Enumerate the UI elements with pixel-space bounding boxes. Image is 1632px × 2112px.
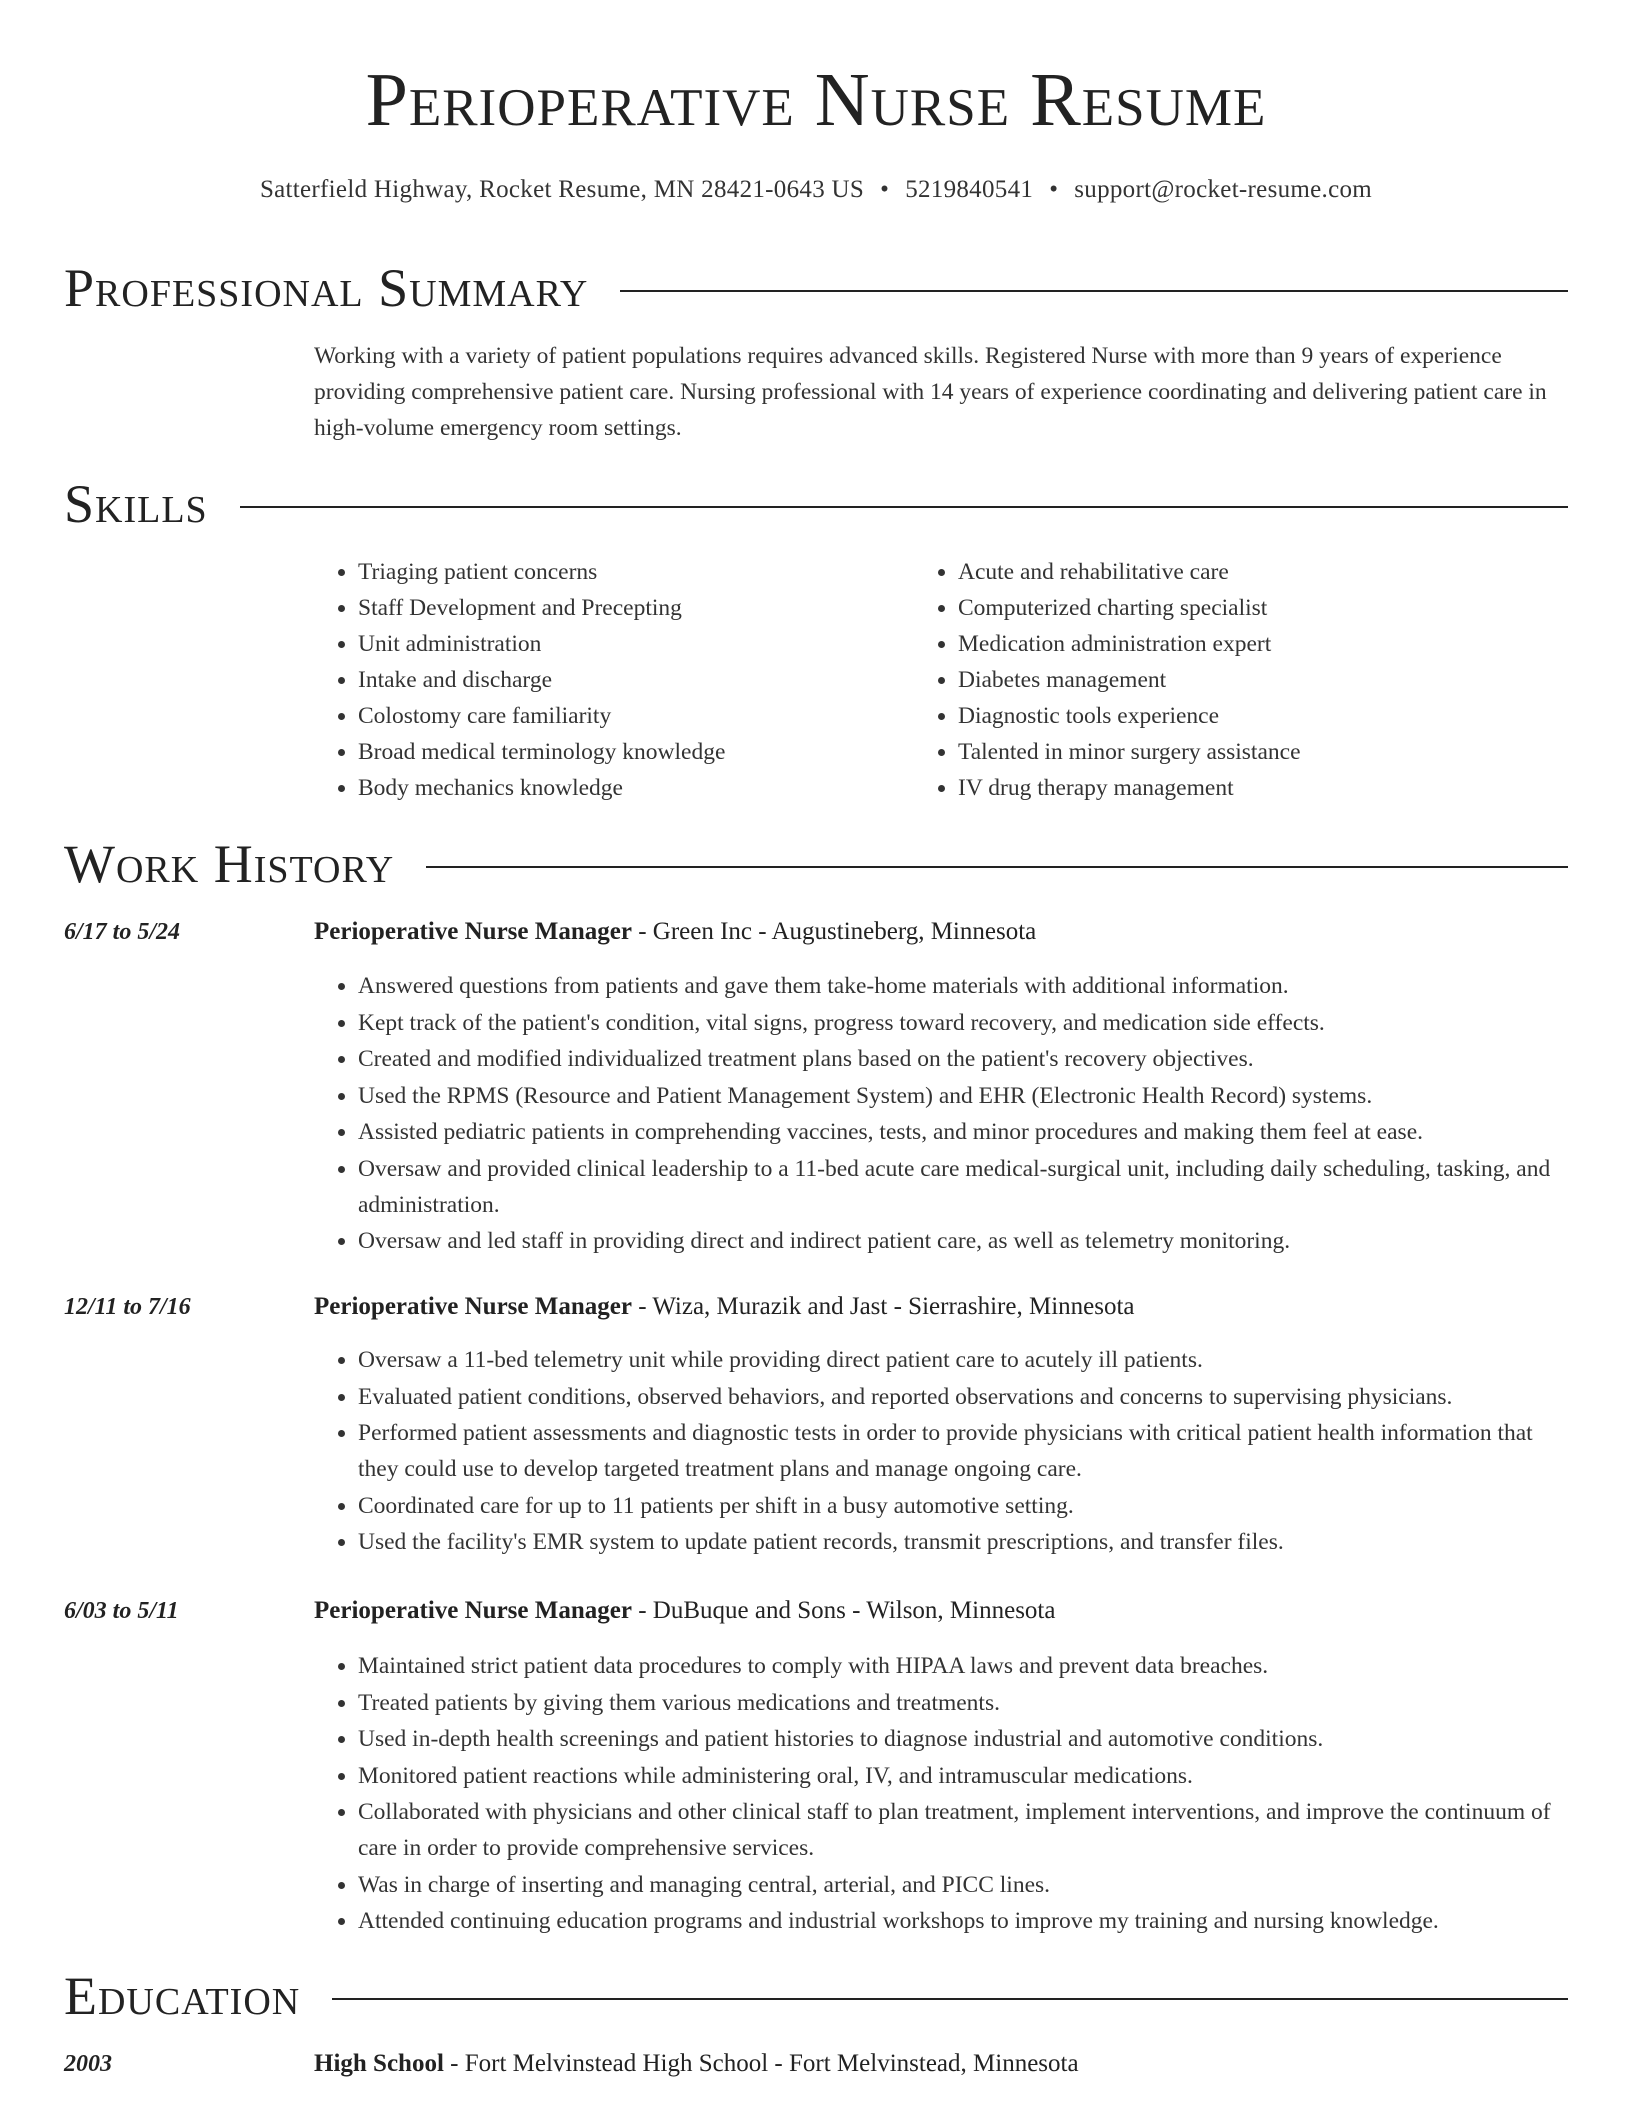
job-header [314, 1593, 1568, 1629]
skill-item: • Staff Development and Precepting [358, 590, 888, 626]
job-bullet: • Treated patients by giving them various medications and treatments. [358, 1685, 1568, 1721]
section-title: Education [64, 1966, 301, 2026]
job-bullet: • Coordinated care for up to 11 patients per shift in a busy automotive setting. [358, 1488, 1568, 1524]
skill-item: • Broad medical terminology knowledge [358, 734, 888, 770]
job-bullet: • Used the facility's EMR system to update patient records, transmit prescriptions, and transfer files. [358, 1524, 1568, 1560]
job-header [314, 914, 1568, 950]
contact-email[interactable]: support@rocket-resume.com [1074, 176, 1373, 203]
job-bullet: • Created and modified individualized treatment plans based on the patient's recovery objectives. [358, 1041, 1568, 1077]
skills-list [314, 554, 1568, 806]
skill-item: • Triaging patient concerns [358, 554, 888, 590]
job-title: Perioperative Nurse Manager [314, 1293, 632, 1320]
job-bullet: • Used in-depth health screenings and patient histories to diagnose industrial and automotive conditions. [358, 1721, 1568, 1757]
job-bullet: • Kept track of the patient's condition, vital signs, progress toward recovery, and medication side effects. [358, 1005, 1568, 1041]
job-bullet: • Oversaw a 11-bed telemetry unit while providing direct patient care to acutely ill patients. [358, 1342, 1568, 1378]
job-bullet: • Used the RPMS (Resource and Patient Management System) and EHR (Electronic Health Record) systems. [358, 1078, 1568, 1114]
job-header [314, 1289, 1568, 1325]
page-title: Perioperative Nurse Resume [365, 58, 1267, 142]
job-employer: - Wiza, Murazik and Jast - Sierrashire, Minnesota [631, 1293, 1135, 1320]
job-bullet: • Oversaw and led staff in providing direct and indirect patient care, as well as telemetry monitoring. [358, 1223, 1568, 1259]
skill-item: • Acute and rehabilitative care [958, 554, 1508, 590]
job-dates: 6/03 to 5/11 [64, 1598, 179, 1624]
contact-address: Satterfield Highway, Rocket Resume, MN 28421-0643 US [259, 176, 865, 203]
section-divider [426, 866, 1568, 868]
contact-phone: 5219840541 [905, 176, 1034, 203]
section-title: Professional Summary [64, 258, 589, 318]
job-bullets [314, 968, 1568, 1260]
job-bullets [314, 1342, 1568, 1561]
summary-text: Working with a variety of patient populations requires advanced skills. Registered Nurse with more than 9 years of experience providing comprehensive patient care. Nursing professional with 14 years of experience coordinating and delivering patient care in high-volume emergency room settings. [314, 343, 1547, 441]
skills-column-left [314, 554, 888, 806]
skill-item: • IV drug therapy management [958, 770, 1508, 806]
job-dates: 6/17 to 5/24 [64, 919, 181, 945]
skill-item: • Unit administration [358, 626, 888, 662]
job-bullet: • Answered questions from patients and gave them take-home materials with additional information. [358, 968, 1568, 1004]
job-employer: - DuBuque and Sons - Wilson, Minnesota [631, 1597, 1056, 1624]
skill-item: • Intake and discharge [358, 662, 888, 698]
section-skills-heading [64, 474, 1568, 534]
skill-item: • Talented in minor surgery assistance [958, 734, 1508, 770]
skills-column-right [888, 554, 1508, 806]
job-title: Perioperative Nurse Manager [314, 918, 632, 945]
education-year: 2003 [64, 2051, 112, 2077]
contact-line [0, 176, 1632, 204]
skill-item: • Computerized charting specialist [958, 590, 1508, 626]
job-bullet: • Evaluated patient conditions, observed behaviors, and reported observations and concerns to supervising physicians. [358, 1379, 1568, 1415]
section-title: Work History [64, 834, 395, 894]
skill-item: • Body mechanics knowledge [358, 770, 888, 806]
contact-separator: • [1049, 176, 1059, 203]
education-school: - Fort Melvinstead High School - Fort Melvinstead, Minnesota [443, 2050, 1079, 2077]
job-bullet: • Monitored patient reactions while administering oral, IV, and intramuscular medications. [358, 1758, 1568, 1794]
section-work-heading [64, 834, 1568, 894]
job-bullets [314, 1648, 1568, 1940]
skill-item: • Medication administration expert [958, 626, 1508, 662]
job-bullet: • Collaborated with physicians and other clinical staff to plan treatment, implement interventions, and improve the continuum of care in order to provide comprehensive services. [358, 1794, 1568, 1866]
contact-separator: • [880, 176, 890, 203]
section-divider [240, 506, 1568, 508]
section-education-heading [64, 1966, 1568, 2026]
skill-item: • Diagnostic tools experience [958, 698, 1508, 734]
section-divider [332, 1998, 1568, 2000]
education-degree: High School [314, 2050, 444, 2077]
job-bullet: • Maintained strict patient data procedures to comply with HIPAA laws and prevent data breaches. [358, 1648, 1568, 1684]
skill-item: • Diabetes management [958, 662, 1508, 698]
job-dates: 12/11 to 7/16 [64, 1294, 191, 1320]
section-divider [620, 290, 1568, 292]
job-employer: - Green Inc - Augustineberg, Minnesota [631, 918, 1037, 945]
job-bullet: • Oversaw and provided clinical leadership to a 11-bed acute care medical-surgical unit, including daily scheduling, tasking, and administration. [358, 1151, 1568, 1223]
section-title: Skills [64, 474, 208, 534]
job-bullet: • Performed patient assessments and diagnostic tests in order to provide physicians with critical patient health information that they could use to develop targeted treatment plans and manage ongoing care. [358, 1415, 1568, 1487]
job-bullet: • Attended continuing education programs and industrial workshops to improve my training and nursing knowledge. [358, 1903, 1568, 1939]
section-summary-heading [64, 258, 1568, 318]
job-bullet: • Assisted pediatric patients in comprehending vaccines, tests, and minor procedures and making them feel at ease. [358, 1114, 1568, 1150]
job-title: Perioperative Nurse Manager [314, 1597, 632, 1624]
education-entry [314, 2046, 1568, 2082]
job-bullet: • Was in charge of inserting and managing central, arterial, and PICC lines. [358, 1867, 1568, 1903]
skill-item: • Colostomy care familiarity [358, 698, 888, 734]
